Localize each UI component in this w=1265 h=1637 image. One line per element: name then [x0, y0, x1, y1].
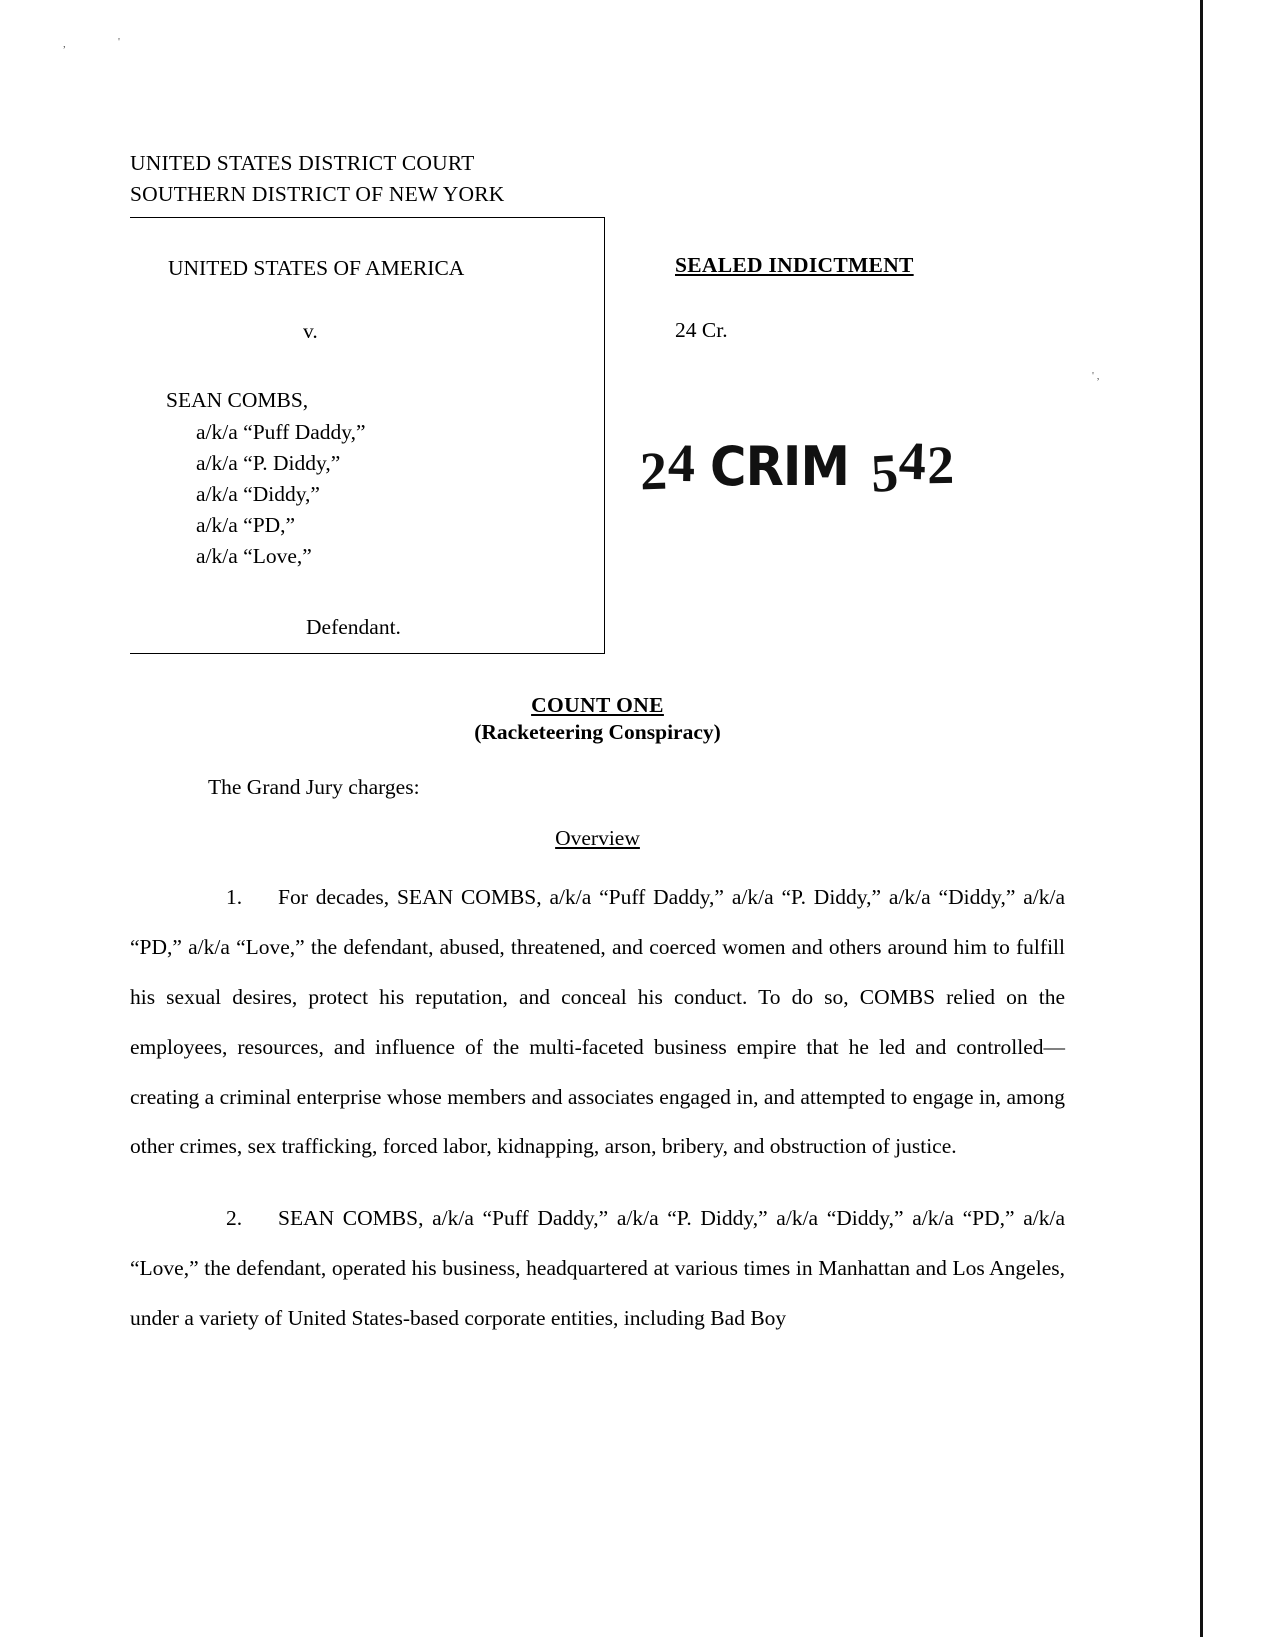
caption-alias: a/k/a “Diddy,”: [196, 481, 320, 506]
stamp-year-digit-1: 2: [638, 440, 670, 502]
paragraph-number: 1.: [226, 885, 243, 910]
scan-artifact-speck: ' ,: [1092, 370, 1100, 382]
document-title: SEALED INDICTMENT: [675, 253, 914, 278]
scan-page-edge: [1200, 0, 1265, 1637]
caption-versus: v.: [303, 319, 318, 344]
paragraph-number: 2.: [226, 1206, 243, 1231]
section-heading-overview: Overview: [555, 826, 640, 851]
count-title: COUNT ONE: [531, 693, 664, 718]
caption-document-info: [675, 253, 1095, 343]
stamp-number-digit-2: 4: [898, 430, 929, 492]
caption-plaintiff: UNITED STATES OF AMERICA: [168, 256, 465, 281]
caption-alias: a/k/a “PD,”: [196, 513, 296, 538]
paragraph: [130, 1194, 1065, 1344]
stamp-number-digit-3: 2: [926, 434, 956, 496]
scan-artifact-speck: ,: [63, 38, 66, 50]
stamp-case-type: CRIM: [710, 435, 850, 499]
count-heading: [130, 693, 1065, 745]
caption-defendant-name: SEAN COMBS,: [166, 388, 309, 413]
caption-alias: a/k/a “Puff Daddy,”: [196, 419, 366, 444]
court-header: [130, 148, 1065, 209]
grand-jury-charges-line: The Grand Jury charges:: [208, 775, 420, 800]
caption-defendant-label: Defendant.: [306, 615, 401, 640]
case-caption: [130, 217, 1065, 657]
case-number-line: 24 Cr.: [675, 318, 728, 343]
case-number-stamp: [638, 430, 956, 504]
caption-parties: [148, 253, 588, 644]
stamp-number-digit-1: 5: [869, 442, 901, 504]
document-content: [130, 148, 1065, 1344]
scan-artifact-speck: ': [118, 36, 120, 48]
count-subtitle: (Racketeering Conspiracy): [474, 720, 721, 745]
paragraph: [130, 873, 1065, 1172]
caption-alias: a/k/a “P. Diddy,”: [196, 450, 341, 475]
paragraph-text: SEAN COMBS, a/k/a “Puff Daddy,” a/k/a “P. Diddy,” a/k/a “Diddy,” a/k/a “PD,” a/k/a “Love,” the defendant, operated his business, headquartered at various times in Manhattan and Los Angeles, under a variety of United States-based corporate entities, including Bad Boy: [130, 1206, 1065, 1331]
caption-alias: a/k/a “Love,”: [196, 544, 312, 569]
stamp-year-digit-2: 4: [667, 432, 697, 494]
court-name-line-2: SOUTHERN DISTRICT OF NEW YORK: [130, 181, 505, 206]
court-name-line-1: UNITED STATES DISTRICT COURT: [130, 151, 475, 175]
paragraph-text: For decades, SEAN COMBS, a/k/a “Puff Daddy,” a/k/a “P. Diddy,” a/k/a “Diddy,” a/k/a “PD,” a/k/a “Love,” the defendant, abused, threatened, and coerced women and others around him to fulfill his sexual desires, protect his reputation, and conceal his conduct. To do so, COMBS relied on the employees, resources, and influence of the multi-faceted business empire that he led and controlled—creating a criminal enterprise whose members and associates engaged in, and attempted to engage in, among other crimes, sex trafficking, forced labor, kidnapping, arson, bribery, and obstruction of justice.: [130, 885, 1065, 1159]
